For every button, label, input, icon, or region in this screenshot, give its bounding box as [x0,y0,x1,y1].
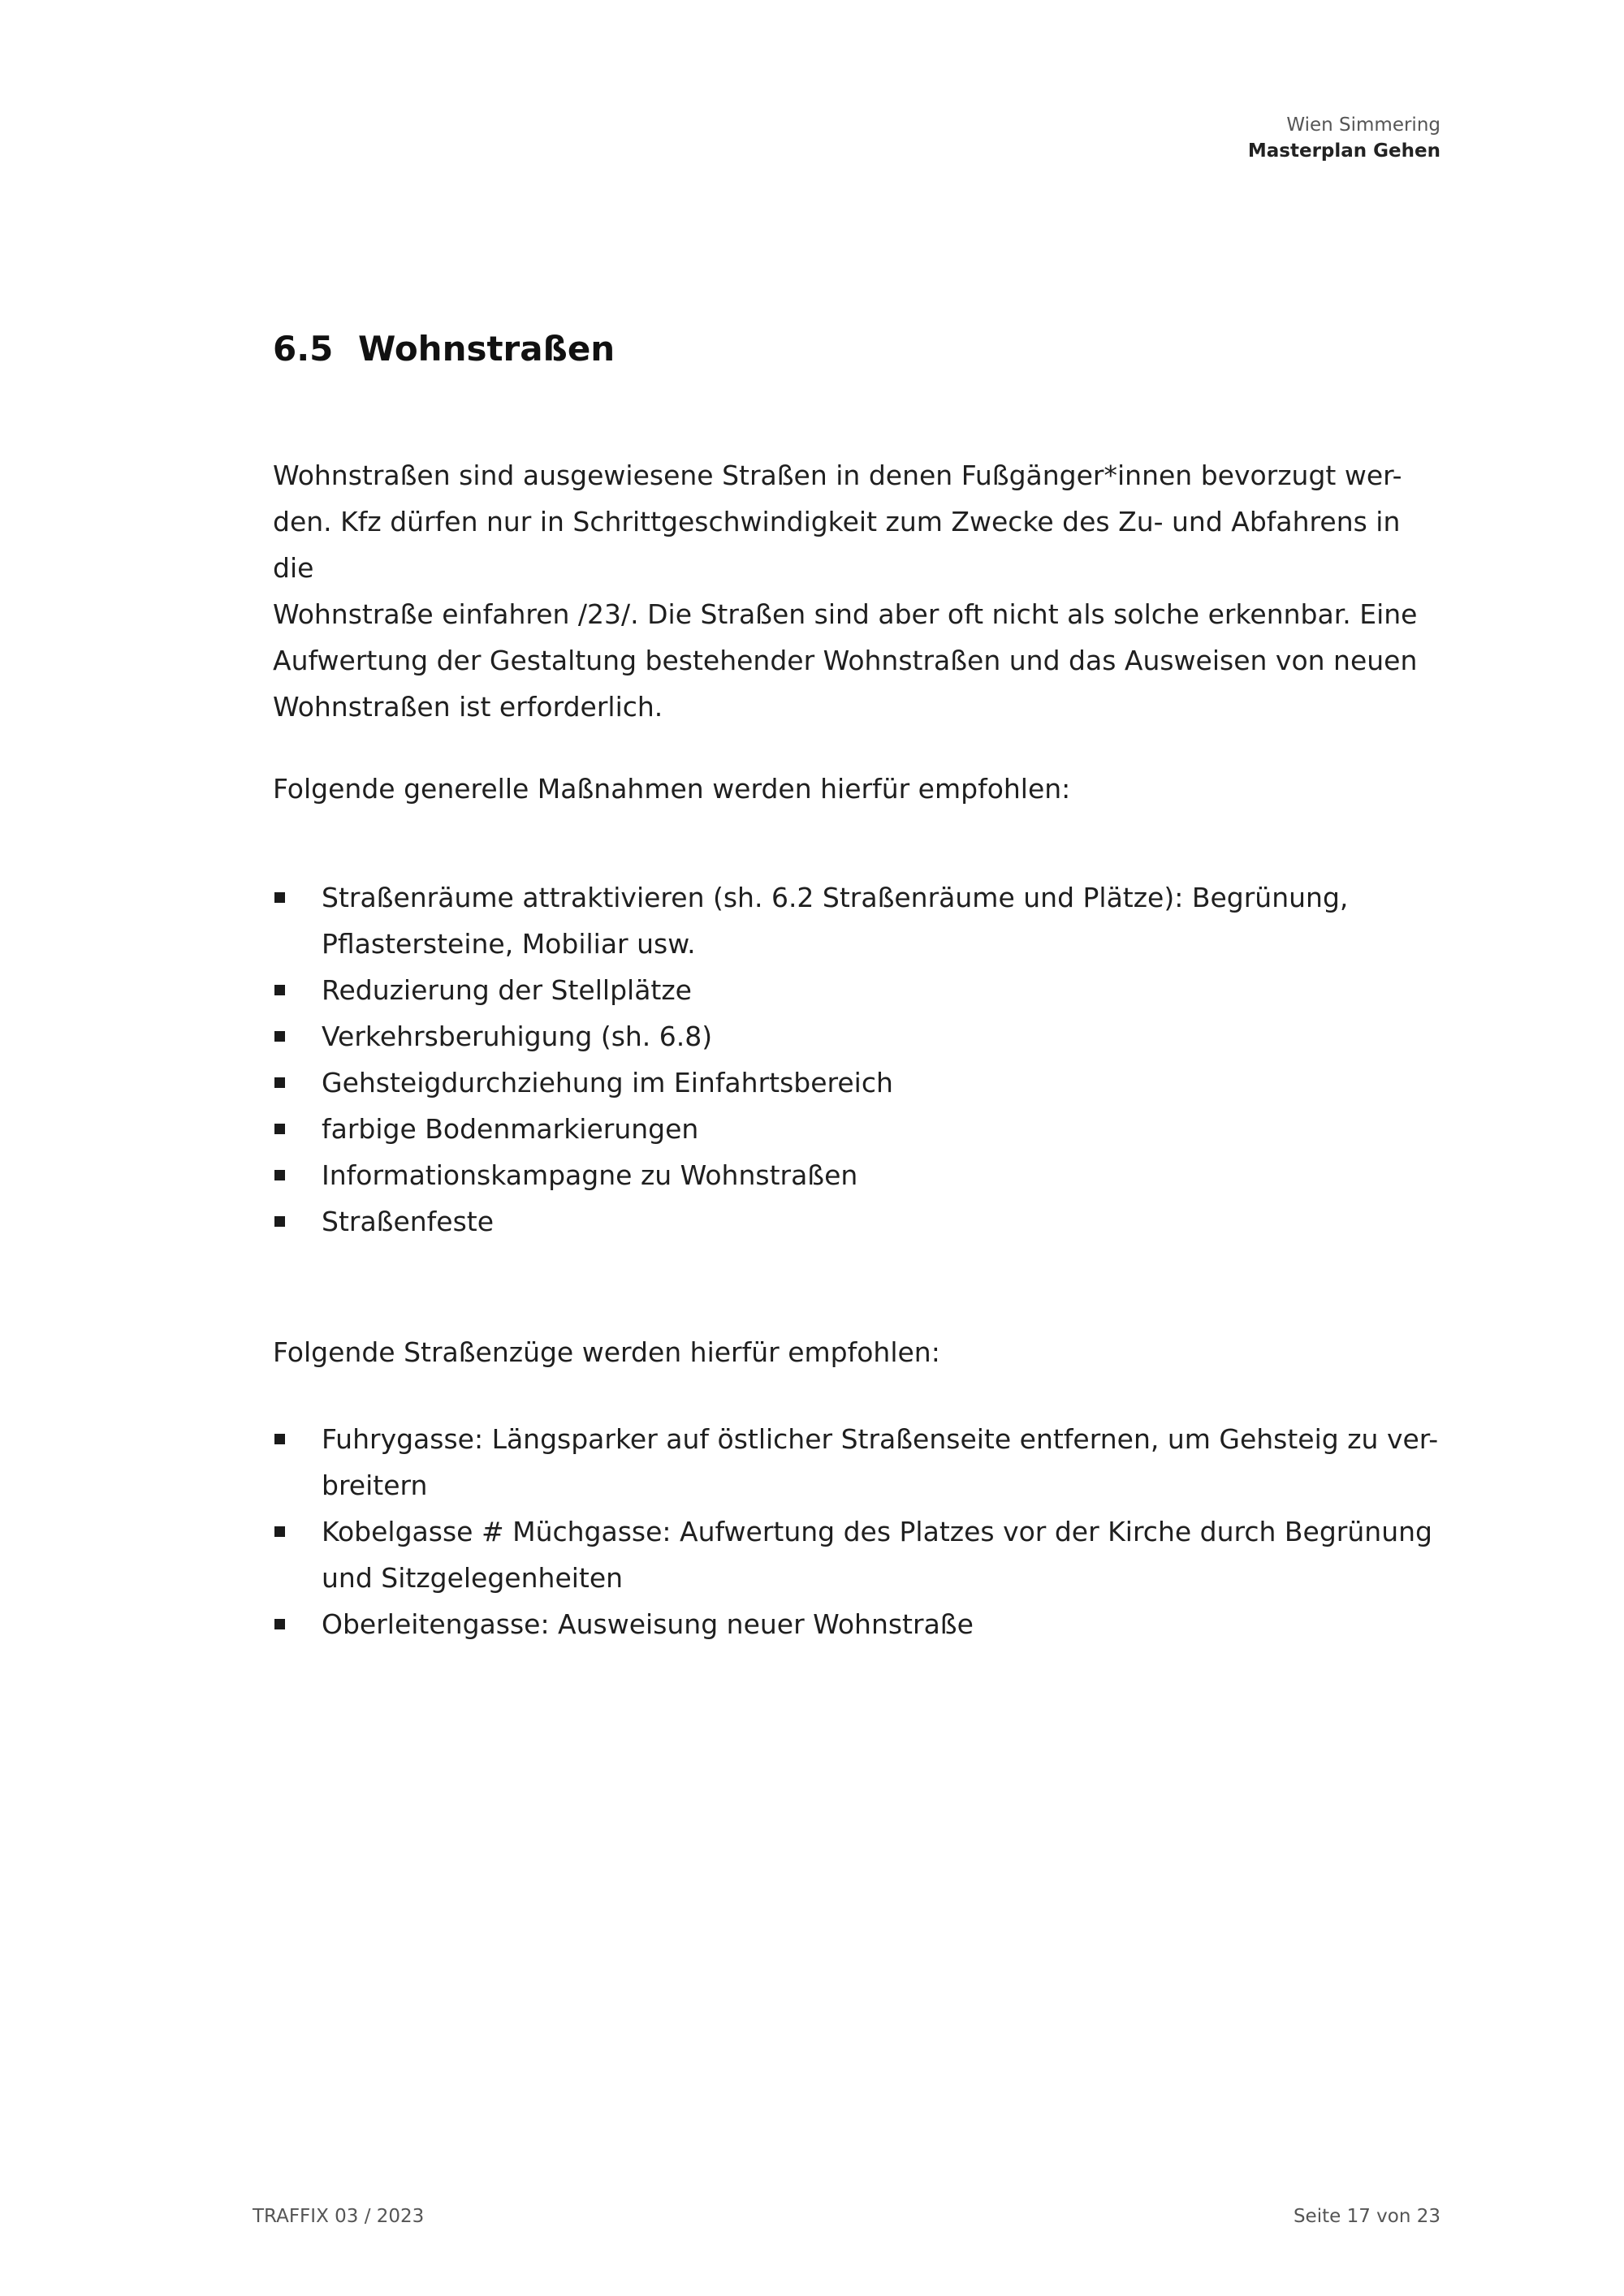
list-item [273,1060,1442,1106]
bullet-square-icon [274,1031,285,1042]
bullet-square-icon [274,1216,285,1227]
intro-line: Aufwertung der Gestaltung bestehender Wohnstraßen und das Ausweisen von neuen [273,645,1418,676]
list-item-line: und Sitzgelegenheiten [322,1562,624,1594]
intro-line: Wohnstraße einfahren /23/. Die Straßen sind aber oft nicht als solche erkennbar. Eine [273,598,1418,630]
bullet-square-icon [274,892,285,903]
list-item [273,1013,1442,1060]
list-item [273,1198,1442,1245]
list-item-line: Straßenfeste [322,1206,495,1237]
page-header [1248,112,1440,164]
list-item [273,967,1442,1013]
list-item-line: Straßenräume attraktivieren (sh. 6.2 Straßenräume und Plätze): Begrünung, [322,882,1349,913]
list-item-line: Pflastersteine, Mobiliar usw. [322,928,696,960]
list-item [273,1601,1442,1647]
section-heading [273,321,1442,378]
measures-intro: Folgende generelle Maßnahmen werden hierfür empfohlen: [273,773,1071,805]
list-item [273,1152,1442,1198]
bullet-square-icon [274,1170,285,1180]
list-item [273,1106,1442,1152]
list-item [273,874,1442,967]
section-number: 6.5 [273,329,334,369]
page-content [273,321,1442,1647]
bullet-square-icon [274,985,285,995]
list-item-line: breitern [322,1470,428,1501]
list-item [273,1508,1442,1601]
intro-line: den. Kfz dürfen nur in Schrittgeschwindigkeit zum Zwecke des Zu- und Abfahrens in die [273,506,1401,584]
streets-intro: Folgende Straßenzüge werden hierfür empfohlen: [273,1336,940,1368]
header-title: Masterplan Gehen [1247,140,1440,162]
list-item-line: Gehsteigdurchziehung im Einfahrtsbereich [322,1067,893,1098]
list-item-line: Verkehrsberuhigung (sh. 6.8) [322,1021,713,1052]
list-item-line: Oberleitengasse: Ausweisung neuer Wohnstraße [322,1608,974,1640]
intro-line: Wohnstraßen sind ausgewiesene Straßen in denen Fußgänger*innen bevorzugt wer- [273,460,1402,491]
list-item-line: Fuhrygasse: Längsparker auf östlicher Straßenseite entfernen, um Gehsteig zu ver- [322,1423,1439,1455]
header-subtitle: Wien Simmering [1286,114,1440,136]
footer-page-number: Seite 17 von 23 [1293,2206,1440,2227]
bullet-square-icon [274,1434,285,1444]
streets-list [273,1416,1442,1647]
list-item-line: farbige Bodenmarkierungen [322,1113,699,1145]
footer-left: TRAFFIX 03 / 2023 [253,2206,425,2227]
list-item-line: Kobelgasse # Müchgasse: Aufwertung des Platzes vor der Kirche durch Begrünung [322,1516,1432,1547]
bullet-square-icon [274,1619,285,1629]
intro-paragraph [273,452,1442,730]
list-item-line: Reduzierung der Stellplätze [322,974,692,1006]
intro-line: Wohnstraßen ist erforderlich. [273,691,663,723]
bullet-square-icon [274,1124,285,1134]
measures-list [273,874,1442,1245]
list-item [273,1416,1442,1508]
bullet-square-icon [274,1077,285,1088]
section-title: Wohnstraßen [358,329,615,369]
list-item-line: Informationskampagne zu Wohnstraßen [322,1159,858,1191]
bullet-square-icon [274,1526,285,1537]
